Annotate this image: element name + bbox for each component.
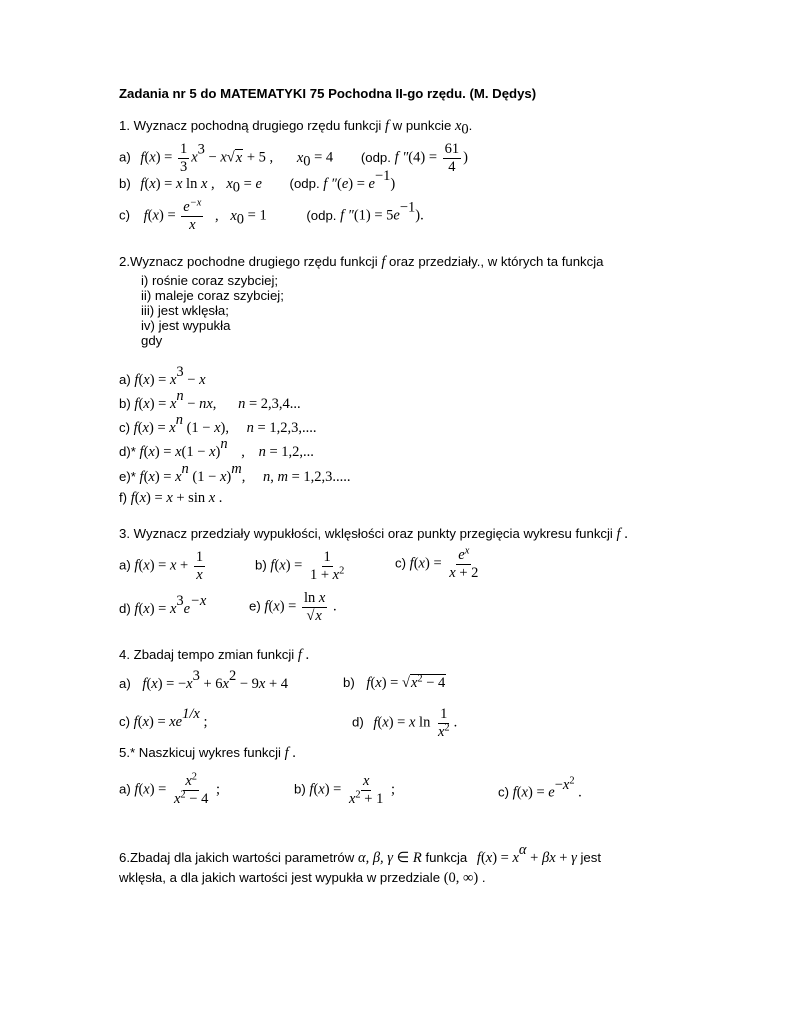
task-4b: b) $f(x) = √x^2 - 4$ <box>343 673 446 691</box>
task-2a-label: a) <box>119 371 131 387</box>
task-1b-odp: (odp. <box>289 175 320 191</box>
task-2f: f) f(x) = x + sin x . <box>119 490 223 506</box>
task-2c-label: c) <box>119 419 130 435</box>
task-3d-label: d) <box>119 600 131 616</box>
task-2f-label: f) <box>119 490 128 505</box>
task-2-intro: 2.Wyznacz pochodne drugiego rzędu funkcji f oraz przedziały., w których ta funkcja <box>119 254 604 270</box>
task-4-intro-text: 4. Zbadaj tempo zmian funkcji <box>119 647 295 662</box>
page-title: Zadania nr 5 do MATEMATYKI 75 Pochodna II-go rzędu. (M. Dędys) <box>119 86 537 101</box>
task-1-intro-text-1: 1. Wyznacz pochodną drugiego rzędu funkcji <box>119 118 382 133</box>
task-5c-label: c) <box>498 784 509 800</box>
task-6-intro-text-2: funkcja <box>425 849 468 865</box>
task-3-intro: 3. Wyznacz przedziały wypukłości, wklęsłości oraz punkty przegięcia wykresu funkcji f . <box>119 526 628 542</box>
task-4d: d) f(x) = x ln $\frac{1}{x^2}$ . <box>352 706 458 740</box>
task-2-gdy: gdy <box>141 333 163 348</box>
task-4b-label: b) <box>343 675 355 690</box>
task-5a-label: a) <box>119 781 131 797</box>
task-4d-label: d) <box>352 714 364 730</box>
task-1a: a) f(x) = $\frac{1}{3}$ $x^3 - x√x + 5$ , $x_0 = 4$ (odp. f ″(4) = $\frac{61}{4}$ ) <box>119 141 468 175</box>
task-2-item-2: ii) maleje coraz szybciej; <box>141 288 284 303</box>
task-4c: c) $f(x) = xe^{1/x}$ ; <box>119 706 208 730</box>
task-2a: a) $f(x) = x^3 - x$ <box>119 364 206 388</box>
task-1c-odp: (odp. <box>306 207 337 223</box>
task-2-item-1: i) rośnie coraz szybciej; <box>141 273 279 288</box>
task-3b: b) f(x) = $\frac{1}{1 + x^2}$ <box>255 549 345 583</box>
task-6-line-2-text: wklęsła, a dla jakich wartości jest wypukła w przedziale <box>119 870 441 885</box>
task-2c: c) $f(x) = x^n$ (1 − x), n = 1,2,3,.... <box>119 412 317 436</box>
task-5-intro-text: 5.* Naszkicuj wykres funkcji <box>119 745 281 760</box>
task-3c-label: c) <box>395 555 406 571</box>
task-5b-label: b) <box>294 781 306 797</box>
task-2d: d)* $f(x) = x(1 - x)^n$ , n = 1,2,... <box>119 436 314 460</box>
task-2-item-4: iv) jest wypukła <box>141 318 231 333</box>
task-3a: a) f(x) = x + $\frac{1}{x}$ <box>119 549 204 583</box>
task-3c: c) f(x) = $\frac{e^x}{x + 2}$ <box>395 545 479 581</box>
task-4c-label: c) <box>119 713 130 729</box>
task-4a: a) $f(x) = -x^3 + 6x^2 - 9x + 4$ <box>119 668 289 692</box>
task-2b: b) $f(x) = x^n$ − nx, n = 2,3,4... <box>119 388 301 412</box>
task-1c: c) f(x) = $\frac{e^{-x}}{x}$ , $x_0 = 1$ (odp. f $''(1) = 5e^{-1}$). <box>119 197 424 233</box>
task-1a-odp: (odp. <box>360 149 391 165</box>
task-2d-label: d)* <box>119 443 136 459</box>
task-6-intro-text-3: jest <box>580 849 602 865</box>
task-2-intro-text-2: oraz przedziały., w których ta funkcja <box>389 254 604 269</box>
task-6-line-1: 6.Zbadaj dla jakich wartości parametrów α, β, γ ∈ R funkcja $f(x) = x^\alpha + \beta x + \gamma$ jest <box>119 842 602 866</box>
task-1-intro-text-2: w punkcie <box>392 118 452 133</box>
task-1c-label: c) <box>119 207 130 223</box>
task-2-intro-text-1: 2.Wyznacz pochodne drugiego rzędu funkcji <box>119 254 378 269</box>
task-1a-label: a) <box>119 149 131 165</box>
task-3-intro-text: 3. Wyznacz przedziały wypukłości, wklęsłości oraz punkty przegięcia wykresu funkcji <box>119 526 613 541</box>
task-3b-label: b) <box>255 557 267 573</box>
task-2b-label: b) <box>119 395 131 411</box>
task-1b-label: b) <box>119 175 131 191</box>
task-1-intro: 1. Wyznacz pochodną drugiego rzędu funkcji f w punkcie $x_0$. <box>119 118 473 138</box>
task-2e-label: e)* <box>119 468 136 484</box>
task-2-item-3: iii) jest wklęsła; <box>141 303 229 318</box>
task-3a-label: a) <box>119 557 131 573</box>
task-3d: d) $f(x) = x^3e^{-x}$ <box>119 593 207 617</box>
task-5b: b) f(x) = $\frac{x}{x^2 + 1}$ ; <box>294 773 395 807</box>
task-5c: c) $f(x) = e^{-x^2}$ . <box>498 775 582 801</box>
task-6-intro-text-1: 6.Zbadaj dla jakich wartości parametrów <box>119 849 355 865</box>
task-3e: e) f(x) = $\frac{\text{ln x}}{√x}$ . <box>249 590 337 624</box>
task-5a: a) f(x) = $\frac{x^2}{x^2 - 4}$ ; <box>119 771 220 807</box>
task-4a-label: a) <box>119 675 131 691</box>
task-5-intro: 5.* Naszkicuj wykres funkcji f . <box>119 745 296 761</box>
task-6-line-2: wklęsła, a dla jakich wartości jest wypukła w przedziale (0, ∞) . <box>119 870 486 886</box>
task-1b: b) f(x) = x ln x , $x_0 = e$ (odp. f $''(e) = e^{-1}$) <box>119 168 396 196</box>
task-4-intro: 4. Zbadaj tempo zmian funkcji f . <box>119 647 310 663</box>
task-2e: e)* $f(x) = x^n$ $(1 - x)^m$, n, m = 1,2,3..... <box>119 461 351 485</box>
task-3e-label: e) <box>249 598 261 614</box>
